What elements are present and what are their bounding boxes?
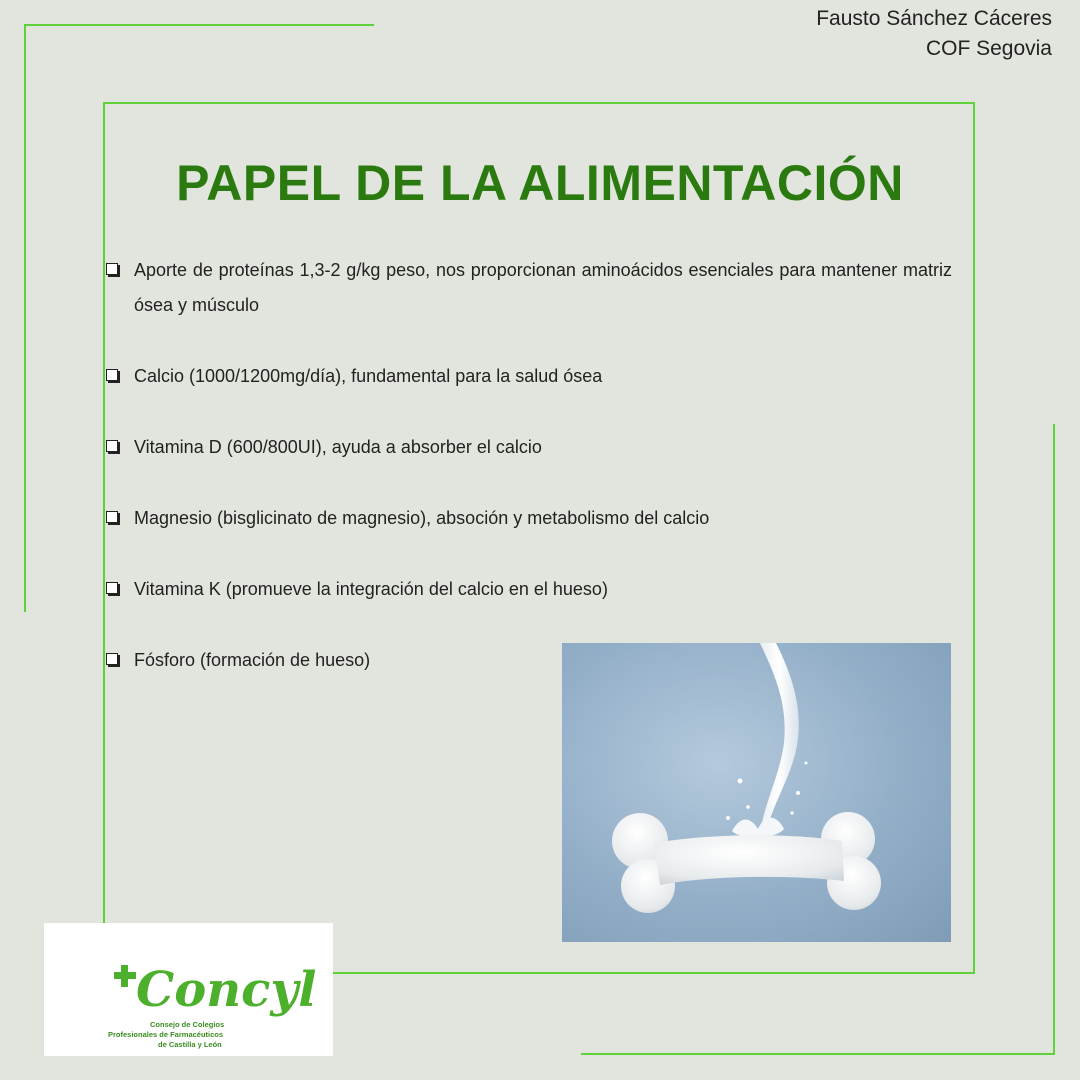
- list-item: [104, 253, 952, 323]
- list-item-text: Vitamina K (promueve la integración del calcio en el hueso): [134, 579, 608, 599]
- list-item: [104, 359, 952, 394]
- milk-bone-photo: [562, 643, 951, 942]
- svg-text:Profesionales de Farmacéuticos: Profesionales de Farmacéuticos: [108, 1030, 224, 1039]
- author-name: Fausto Sánchez Cáceres: [816, 7, 1052, 30]
- concyl-logo-icon: [44, 923, 333, 1056]
- author-organization: COF Segovia: [925, 37, 1052, 60]
- frame-line-bottom-right-vertical: [1053, 424, 1055, 1055]
- author-block: [816, 4, 1052, 64]
- svg-text:de Castilla y León: de Castilla y León: [158, 1040, 222, 1049]
- list-item-text: Aporte de proteínas 1,3-2 g/kg peso, nos proporcionan aminoácidos esenciales para mantener matriz ósea y músculo: [134, 260, 952, 315]
- concyl-logo: [44, 923, 333, 1056]
- frame-line-top-left-vertical: [24, 24, 26, 612]
- page-title: PAPEL DE LA ALIMENTACIÓN: [176, 155, 904, 211]
- checkbox-bullet-icon: [106, 582, 118, 594]
- list-item-text: Magnesio (bisglicinato de magnesio), absoción y metabolismo del calcio: [134, 508, 710, 528]
- svg-text:Consejo de Colegios: Consejo de Colegios: [150, 1020, 225, 1029]
- list-item: [104, 501, 952, 536]
- checkbox-bullet-icon: [106, 511, 118, 523]
- list-item: [104, 430, 952, 465]
- checkbox-bullet-icon: [106, 369, 118, 381]
- checkbox-bullet-icon: [106, 653, 118, 665]
- milk-bone-icon: [562, 643, 951, 942]
- svg-text:Concyl: Concyl: [136, 962, 317, 1018]
- checkbox-bullet-icon: [106, 263, 118, 275]
- frame-line-bottom-right-horizontal: [581, 1053, 1055, 1055]
- list-item-text: Calcio (1000/1200mg/día), fundamental para la salud ósea: [134, 366, 603, 386]
- list-item: [104, 572, 952, 607]
- list-item-text: Fósforo (formación de hueso): [134, 650, 371, 670]
- frame-line-top-left-horizontal: [24, 24, 374, 26]
- list-item-text: Vitamina D (600/800UI), ayuda a absorber el calcio: [134, 437, 542, 457]
- checkbox-bullet-icon: [106, 440, 118, 452]
